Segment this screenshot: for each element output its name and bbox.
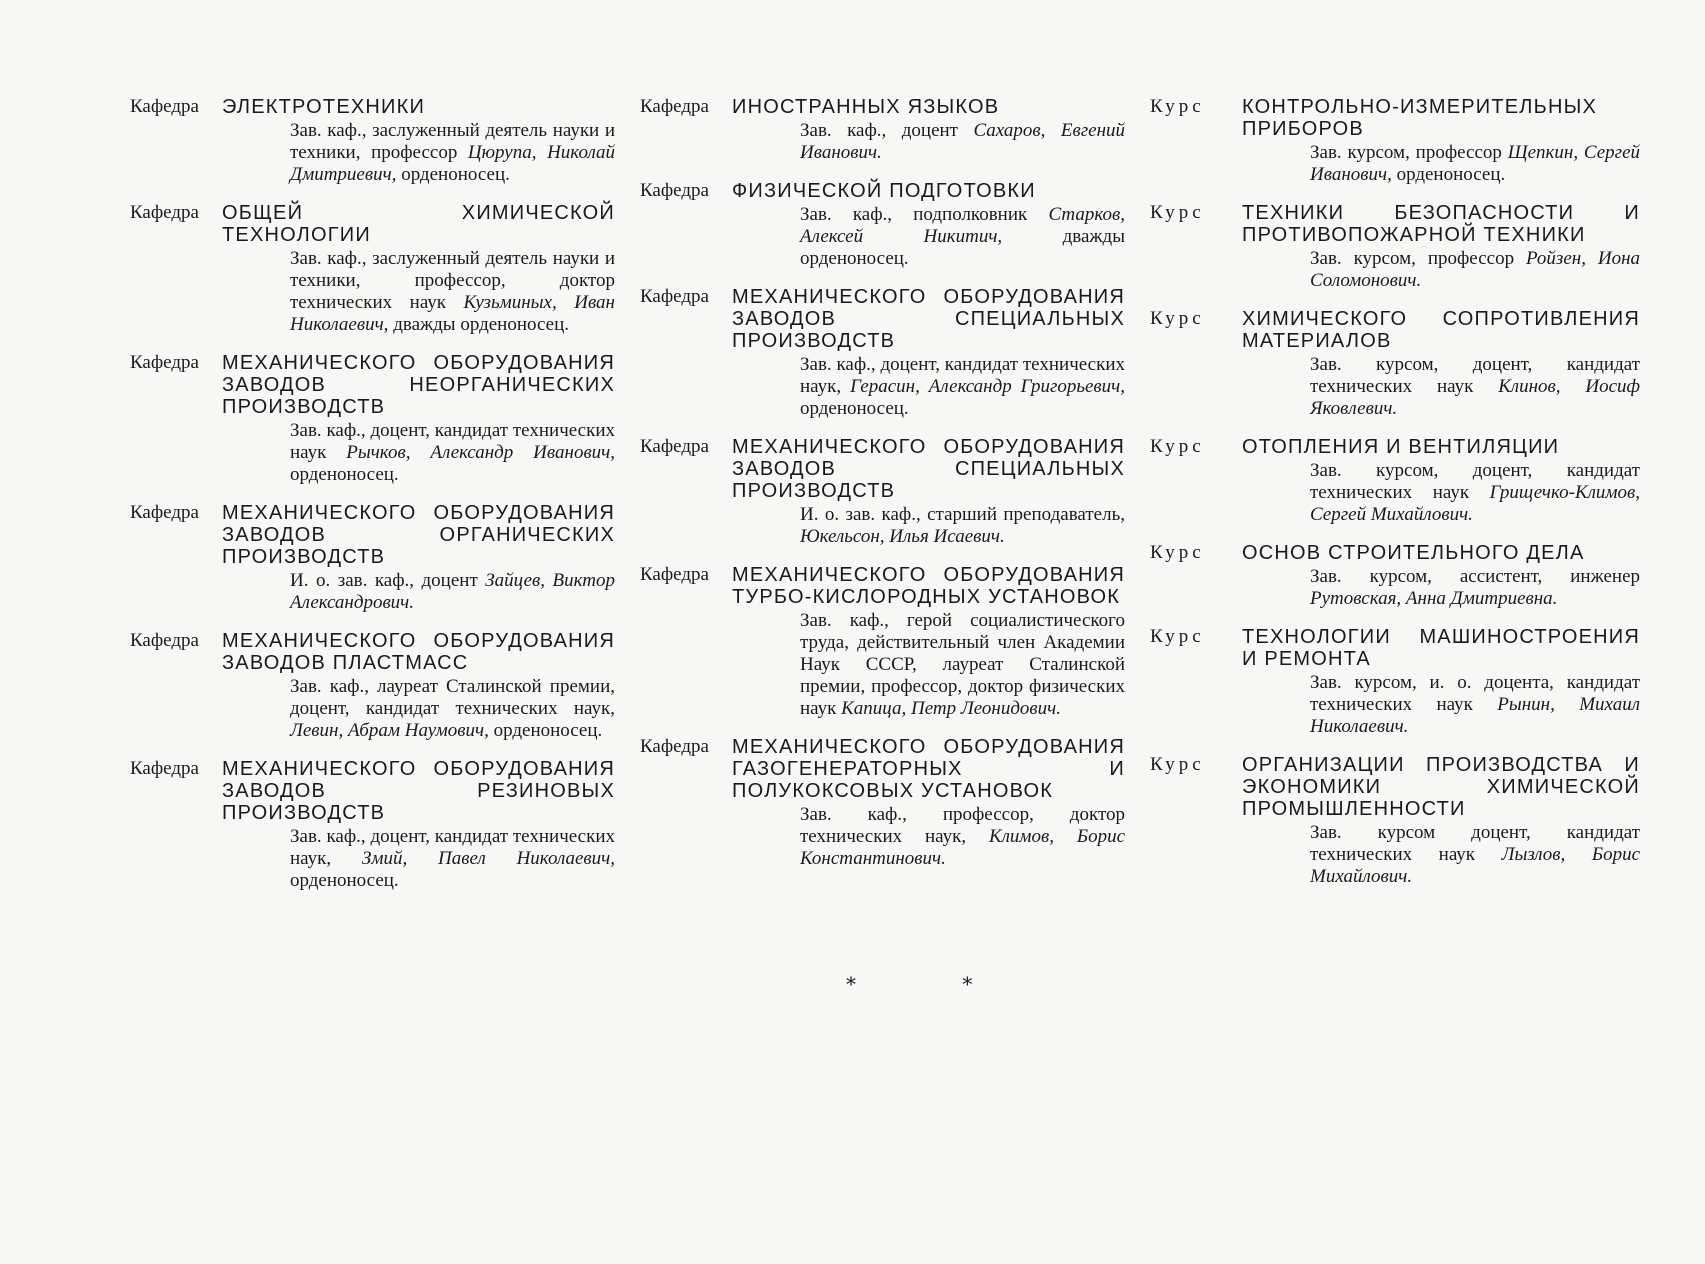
entry-description [290,676,615,742]
list-item [130,202,615,336]
entry-role: Зав. курсом, профессор [1310,248,1526,269]
entry-person-name: Герасин, Александр Григорьевич, [850,376,1125,397]
entry-role: Зав. курсом, доцент, кандидат технических наук [1310,460,1640,503]
entry-role: Зав. курсом, профессор [1310,142,1508,163]
entry-person-name: Змий, Павел Николаевич, [361,848,615,869]
entry-kind: Курс [1150,754,1205,775]
entry-heading: ХИМИЧЕСКОГО СОПРОТИВЛЕНИЯ МАТЕРИАЛОВ [1242,308,1640,352]
entry-person-name: Старков, Алексей Никитич, [800,204,1125,247]
entry-role: Зав. курсом, и. о. доцента, кандидат технических наук [1310,672,1640,715]
entry-heading: МЕХАНИЧЕСКОГО ОБОРУДОВАНИЯ ЗАВОДОВ СПЕЦИАЛЬНЫХ ПРОИЗВОДСТВ [732,286,1125,352]
list-item [130,352,615,486]
entry-role: И. о. зав. каф., доцент [290,570,486,591]
list-item [640,736,1125,870]
entry-role: Зав. курсом, ассистент, инженер [1310,566,1640,587]
entry-description [290,826,615,892]
list-item [1150,754,1640,888]
entry-role: Зав. каф., профессор, доктор технических наук, [800,804,1125,847]
entry-person-name: Климов, Борис Константинович. [800,826,1125,869]
entry-kind: Кафедра [130,630,199,651]
entry-person-name: Ройзен, Иона Соломонович. [1310,248,1641,291]
entry-person-name: Грищечко-Климов, Сергей Михайлович. [1310,482,1640,525]
column-left [130,96,615,908]
section-separator-stars: * * [846,972,1023,996]
entry-heading: ОСНОВ СТРОИТЕЛЬНОГО ДЕЛА [1242,542,1585,564]
entry-role: Зав. каф., доцент, кандидат технических наук, [800,354,1125,397]
list-item [130,758,615,892]
entry-description [800,504,1125,548]
entry-description [1310,248,1640,292]
entry-heading: ОТОПЛЕНИЯ И ВЕНТИЛЯЦИИ [1242,436,1560,458]
entry-person-name: Юкельсон, Илья Исаевич. [800,526,1005,547]
entry-role: Зав. каф., заслуженный деятель науки и техники, профессор, доктор технических наук [290,248,615,313]
list-item [640,96,1125,164]
entry-description [1310,672,1640,738]
entry-kind: Кафедра [640,286,709,307]
list-item [1150,96,1640,186]
list-item [1150,436,1640,526]
entry-role: И. о. зав. каф., старший преподаватель, [800,504,1125,525]
entry-role: Зав. каф., лауреат Сталинской премии, доцент, кандидат технических наук, [290,676,615,719]
entry-kind: Кафедра [640,736,709,757]
entry-description [1310,822,1640,888]
entry-description [800,804,1125,870]
entry-person-name: Кузьминых, Иван Николаевич, [290,292,615,335]
entry-tail: дважды орденоносец. [800,226,1125,269]
entry-kind: Курс [1150,202,1205,223]
entry-person-name: Рынин, Михаил Николаевич. [1310,694,1640,737]
entry-heading: ИНОСТРАННЫХ ЯЗЫКОВ [732,96,1000,118]
entry-person-name: Рутовская, Анна Дмитриевна. [1310,588,1558,609]
entry-heading: ОРГАНИЗАЦИИ ПРОИЗВОДСТВА И ЭКОНОМИКИ ХИМИЧЕСКОЙ ПРОМЫШЛЕННОСТИ [1242,754,1640,820]
entry-role: Зав. курсом, доцент, кандидат технических наук [1310,354,1640,397]
entry-kind: Курс [1150,542,1205,563]
entry-role: Зав. каф., герой социалистического труда, действительный член Академии Наук СССР, лауреат Сталинской премии, профессор, доктор физических наук [800,610,1125,719]
entry-description [1310,566,1640,610]
entry-kind: Курс [1150,96,1205,117]
entry-kind: Кафедра [130,96,199,117]
entry-kind: Кафедра [640,564,709,585]
entry-heading: ТЕХНИКИ БЕЗОПАСНОСТИ И ПРОТИВОПОЖАРНОЙ ТЕХНИКИ [1242,202,1640,246]
entry-heading: МЕХАНИЧЕСКОГО ОБОРУДОВАНИЯ ЗАВОДОВ НЕОРГАНИЧЕСКИХ ПРОИЗВОДСТВ [222,352,615,418]
entry-description [290,570,615,614]
entry-role: Зав. каф., заслуженный деятель науки и техники, профессор [290,120,615,163]
list-item [130,96,615,186]
list-item [130,630,615,742]
entry-tail: орденоносец. [290,464,399,485]
list-item [640,436,1125,548]
entry-kind: Кафедра [130,758,199,779]
entry-heading: МЕХАНИЧЕСКОГО ОБОРУДОВАНИЯ ЗАВОДОВ ПЛАСТМАСС [222,630,615,674]
list-item [1150,542,1640,610]
entry-description [1310,354,1640,420]
list-item [640,564,1125,720]
entry-kind: Кафедра [130,502,199,523]
entry-tail: орденоносец. [488,720,603,741]
entry-tail: орденоносец. [1391,164,1506,185]
entry-person-name: Щепкин, Сергей Иванович, [1310,142,1640,185]
entry-heading: МЕХАНИЧЕСКОГО ОБОРУДОВАНИЯ ГАЗОГЕНЕРАТОРНЫХ И ПОЛУКОКСОВЫХ УСТАНОВОК [732,736,1125,802]
entry-role: Зав. каф., доцент, кандидат технических наук [290,420,615,463]
list-item [640,286,1125,420]
list-item [1150,308,1640,420]
entry-person-name: Капица, Петр Леонидович. [841,698,1061,719]
entry-person-name: Лызлов, Борис Михайлович. [1310,844,1640,887]
entry-heading: МЕХАНИЧЕСКОГО ОБОРУДОВАНИЯ ЗАВОДОВ ОРГАНИЧЕСКИХ ПРОИЗВОДСТВ [222,502,615,568]
entry-person-name: Рычков, Александр Иванович, [346,442,616,463]
list-item [640,180,1125,270]
list-item [1150,202,1640,292]
entry-person-name: Зайцев, Виктор Александрович. [290,570,615,613]
entry-kind: Кафедра [130,352,199,373]
entry-description [290,420,615,486]
entry-role: Зав. каф., подполковник [800,204,1049,225]
entry-heading: ТЕХНОЛОГИИ МАШИНОСТРОЕНИЯ И РЕМОНТА [1242,626,1640,670]
entry-heading: ФИЗИЧЕСКОЙ ПОДГОТОВКИ [732,180,1036,202]
entry-heading: ЭЛЕКТРОТЕХНИКИ [222,96,426,118]
entry-kind: Кафедра [640,180,709,201]
entry-heading: МЕХАНИЧЕСКОГО ОБОРУДОВАНИЯ ЗАВОДОВ РЕЗИНОВЫХ ПРОИЗВОДСТВ [222,758,615,824]
entry-kind: Кафедра [640,96,709,117]
column-right [1150,96,1640,904]
entry-heading: МЕХАНИЧЕСКОГО ОБОРУДОВАНИЯ ТУРБО-КИСЛОРОДНЫХ УСТАНОВОК [732,564,1125,608]
entry-role: Зав. каф., доцент, кандидат технических наук, [290,826,615,869]
entry-description [800,204,1125,270]
entry-role: Зав. курсом доцент, кандидат технических наук [1310,822,1640,865]
entry-description [800,120,1125,164]
entry-description [290,120,615,186]
entry-kind: Курс [1150,436,1205,457]
list-item [130,502,615,614]
entry-person-name: Левин, Абрам Наумович, [290,720,489,741]
entry-kind: Кафедра [640,436,709,457]
entry-description [1310,460,1640,526]
entry-description [1310,142,1640,186]
entry-heading: КОНТРОЛЬНО-ИЗМЕРИТЕЛЬНЫХ ПРИБОРОВ [1242,96,1598,140]
entry-kind: Курс [1150,626,1205,647]
entry-description [800,610,1125,720]
entry-tail: орденоносец. [290,870,399,891]
entry-tail: орденоносец. [800,398,909,419]
column-middle [640,96,1125,886]
entry-kind: Курс [1150,308,1205,329]
entry-person-name: Цюрупа, Николай Дмитриевич, [290,142,615,185]
entry-kind: Кафедра [130,202,199,223]
entry-person-name: Клинов, Иосиф Яковлевич. [1310,376,1641,419]
list-item [1150,626,1640,738]
entry-description [290,248,615,336]
entry-heading: ОБЩЕЙ ХИМИЧЕСКОЙ ТЕХНОЛОГИИ [222,202,615,246]
entry-heading: МЕХАНИЧЕСКОГО ОБОРУДОВАНИЯ ЗАВОДОВ СПЕЦИАЛЬНЫХ ПРОИЗВОДСТВ [732,436,1125,502]
entry-person-name: Сахаров, Евгений Иванович. [800,120,1125,163]
entry-tail: дважды орденоносец. [388,314,569,335]
entry-description [800,354,1125,420]
entry-tail: орденоносец. [396,164,510,185]
entry-role: Зав. каф., доцент [800,120,974,141]
